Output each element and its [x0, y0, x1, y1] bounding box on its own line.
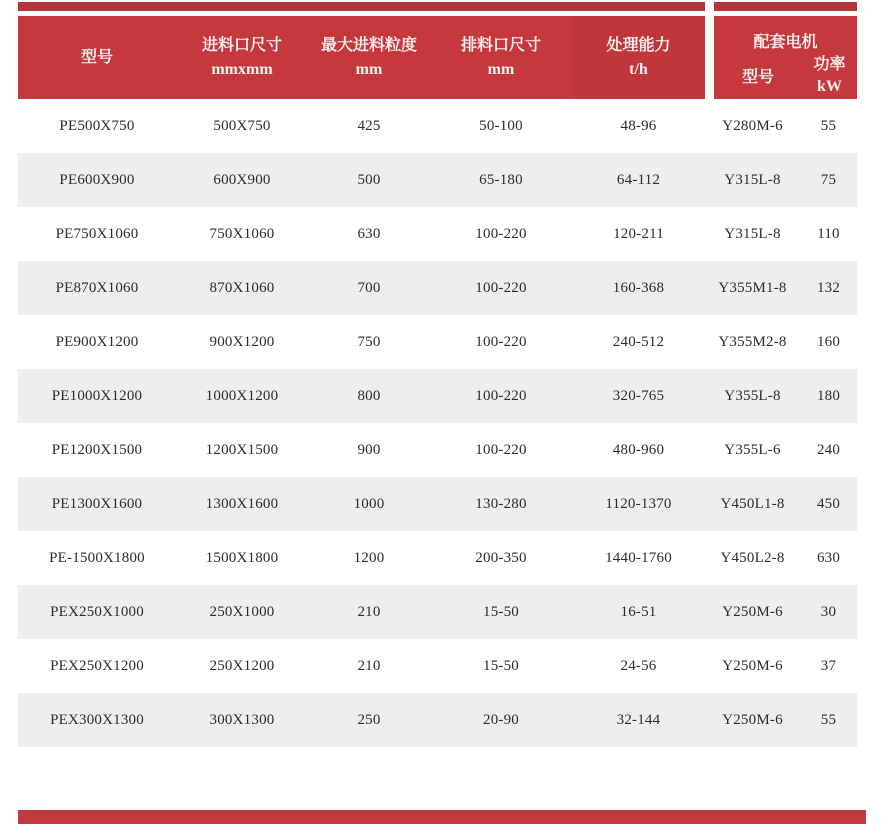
table-row [18, 153, 857, 207]
table-cell: 120-211 [613, 225, 664, 242]
header-label: 排料口尺寸 [460, 37, 541, 55]
table-cell: 24-56 [620, 657, 657, 674]
table-cell: 300X1300 [209, 711, 275, 728]
table-cell: 15-50 [483, 657, 519, 674]
table-cell: 750 [357, 333, 381, 350]
table-cell: PE900X1200 [55, 333, 139, 350]
header-label: 型号 [80, 48, 113, 66]
table-cell: 900 [357, 441, 381, 458]
table-cell: 55 [820, 711, 837, 728]
table-row [18, 99, 857, 153]
table-row [18, 639, 857, 693]
table-cell: 1440-1760 [605, 549, 672, 566]
table-row [18, 423, 857, 477]
table-cell: 132 [816, 279, 841, 296]
table-cell: 32-144 [616, 711, 661, 728]
table-cell: PE600X900 [59, 171, 135, 188]
table-cell: PEX250X1200 [50, 657, 144, 674]
table-cell: 55 [820, 117, 837, 134]
top-accent-bar [18, 2, 857, 11]
table-cell: PE500X750 [59, 117, 135, 134]
header-unit: mm [355, 60, 383, 78]
table-row [18, 261, 857, 315]
table-cell: 37 [820, 657, 837, 674]
header-cell-max-feed-size [308, 16, 430, 99]
table-cell: PE870X1060 [55, 279, 139, 296]
table-cell: 160 [816, 333, 841, 350]
header-motor-subcolumns [714, 52, 857, 99]
table-cell: 1300X1600 [205, 495, 279, 512]
table-cell: PEX250X1000 [50, 603, 144, 620]
table-row [18, 477, 857, 531]
table-cell: 65-180 [479, 171, 523, 188]
table-row [18, 207, 857, 261]
table-cell: Y315L-8 [724, 225, 781, 242]
table-cell: PEX300X1300 [50, 711, 144, 728]
table-header-main [18, 16, 705, 99]
table-body [18, 99, 857, 747]
header-label: 处理能力 [606, 37, 671, 55]
table-cell: PE1200X1500 [51, 441, 143, 458]
table-cell: 240 [816, 441, 841, 458]
table-cell: 100-220 [475, 333, 527, 350]
table-cell: 30 [820, 603, 837, 620]
header-label: 功率 [813, 55, 846, 73]
table-cell: Y355L-6 [724, 441, 781, 458]
table-cell: 250 [357, 711, 381, 728]
table-cell: 1000 [353, 495, 385, 512]
table-cell: 1000X1200 [205, 387, 279, 404]
table-cell: 425 [357, 117, 381, 134]
spec-table-content [18, 2, 857, 824]
table-cell: 240-512 [612, 333, 665, 350]
table-cell: 450 [816, 495, 841, 512]
table-cell: 180 [816, 387, 841, 404]
table-cell: 100-220 [475, 279, 527, 296]
table-cell: 160-368 [612, 279, 665, 296]
table-cell: 250X1000 [209, 603, 275, 620]
table-cell: 480-960 [612, 441, 665, 458]
table-cell: 870X1060 [209, 279, 275, 296]
table-cell: PE-1500X1800 [49, 549, 145, 566]
table-cell: 500X750 [213, 117, 271, 134]
table-cell: 100-220 [475, 441, 527, 458]
table-cell: Y250M-6 [722, 603, 783, 620]
header-group-gap [705, 16, 714, 99]
top-accent-bar-right [714, 2, 857, 11]
bottom-spacer [18, 747, 857, 810]
header-cell-capacity [572, 16, 705, 99]
table-cell: Y315L-8 [724, 171, 781, 188]
header-group-motor [714, 16, 857, 99]
table-cell: Y450L1-8 [720, 495, 785, 512]
header-label: 进料口尺寸 [201, 37, 282, 55]
table-cell: 750X1060 [209, 225, 275, 242]
table-cell: 20-90 [483, 711, 519, 728]
table-cell: 250X1200 [209, 657, 275, 674]
header-cell-feed-opening [176, 16, 308, 99]
table-cell: 630 [816, 549, 841, 566]
header-motor-group-label: 配套电机 [753, 34, 818, 51]
table-row [18, 585, 857, 639]
header-unit: kW [817, 77, 842, 95]
table-cell: 320-765 [612, 387, 665, 404]
table-cell: 900X1200 [209, 333, 275, 350]
header-label: 最大进料粒度 [320, 37, 417, 55]
table-cell: 1200 [353, 549, 385, 566]
table-cell: 75 [820, 171, 837, 188]
header-unit: mmxmm [211, 60, 273, 78]
table-cell: Y280M-6 [722, 117, 783, 134]
table-cell: 700 [357, 279, 381, 296]
table-cell: 110 [817, 225, 840, 242]
table-cell: 1500X1800 [205, 549, 279, 566]
table-cell: PE750X1060 [55, 225, 139, 242]
top-accent-bar-gap [705, 2, 714, 11]
table-cell: 50-100 [479, 117, 523, 134]
table-cell: Y355M2-8 [718, 333, 787, 350]
table-row [18, 531, 857, 585]
table-cell: 100-220 [475, 387, 527, 404]
table-cell: 130-280 [475, 495, 527, 512]
table-cell: Y250M-6 [722, 657, 783, 674]
table-cell: 64-112 [616, 171, 661, 188]
table-cell: Y355M1-8 [718, 279, 787, 296]
table-cell: Y250M-6 [722, 711, 783, 728]
table-cell: 16-51 [620, 603, 657, 620]
table-cell: PE1000X1200 [51, 387, 143, 404]
header-cell-motor-power [802, 52, 857, 99]
table-cell: 200-350 [475, 549, 527, 566]
table-row [18, 315, 857, 369]
table-cell: 500 [357, 171, 381, 188]
table-cell: 1200X1500 [205, 441, 279, 458]
table-cell: 210 [357, 603, 381, 620]
table-cell: PE1300X1600 [51, 495, 143, 512]
table-header [18, 16, 857, 99]
header-unit: mm [487, 60, 515, 78]
header-unit: t/h [629, 60, 648, 78]
table-cell: 630 [357, 225, 381, 242]
table-cell: 48-96 [620, 117, 657, 134]
bottom-accent-bar [18, 810, 866, 824]
table-row [18, 693, 857, 747]
header-cell-discharge-opening [430, 16, 572, 99]
table-cell: 600X900 [213, 171, 271, 188]
header-cell-motor-model: 型号 [741, 69, 774, 86]
table-cell: 800 [357, 387, 381, 404]
table-row [18, 369, 857, 423]
header-cell-model [18, 16, 176, 99]
table-cell: 1120-1370 [605, 495, 672, 512]
top-accent-bar-left [18, 2, 705, 11]
table-cell: Y355L-8 [724, 387, 781, 404]
table-cell: 210 [357, 657, 381, 674]
table-cell: 100-220 [475, 225, 527, 242]
table-cell: Y450L2-8 [720, 549, 785, 566]
table-cell: 15-50 [483, 603, 519, 620]
